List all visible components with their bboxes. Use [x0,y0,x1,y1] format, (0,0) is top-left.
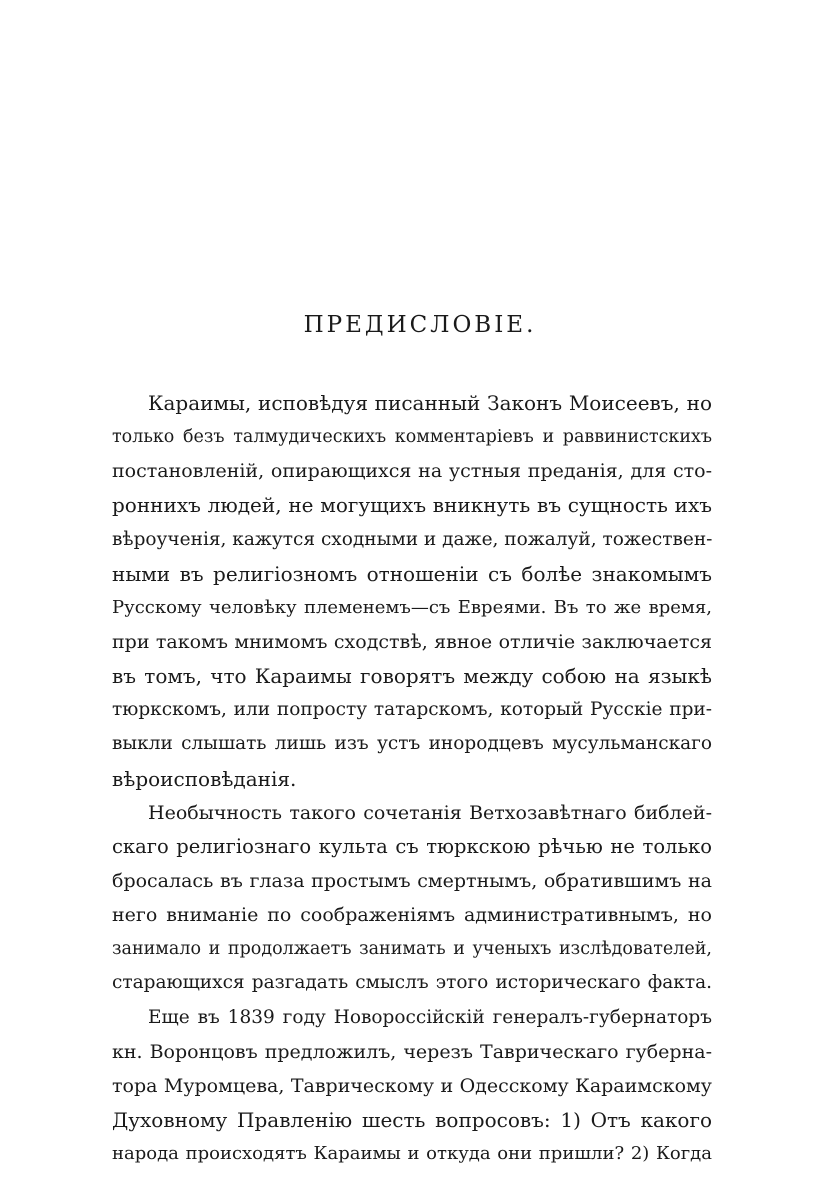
text-line: выкли слышать лишь изъ устъ инородцевъ мусульманскаго [112,733,712,755]
page-title: ПРЕДИСЛОВІЕ. [303,312,537,338]
text-line: вѣроученія, кажутся сходными и даже, пожалуй, тожествен- [112,528,712,550]
text-line: скаго религіознаго культа съ тюркскою рѣчью не только [112,834,712,858]
text-line: Духовному Правленію шесть вопросовъ: 1) Отъ какого [112,1107,712,1132]
text-line: роннихъ людей, не могущихъ вникнуть въ сущность ихъ [112,493,712,518]
text-line: при такомъ мнимомъ сходствѣ, явное отличіе заключается [112,630,712,653]
text-line: Необычность такого сочетанія Ветхозавѣтнаго библей- [148,801,712,824]
body-text [112,386,712,1171]
text-line: въ томъ, что Караимы говорятъ между собою на языкѣ [112,664,712,689]
text-line: занимало и продолжаетъ занимать и ученыхъ изслѣдователей, [112,939,712,960]
text-line: Еще въ 1839 году Новороссійскій генералъ-губернаторъ [148,1006,712,1028]
text-line: тюркскомъ, или попросту татарскомъ, который Русскіе при- [112,699,712,721]
text-line: него вниманіе по соображеніямъ административнымъ, но [112,904,712,927]
text-line: бросалась въ глаза простымъ смертнымъ, обратившимъ на [112,869,712,892]
text-line: Караимы, исповѣдуя писанный Законъ Моисеевъ, но [148,391,712,415]
text-line: только безъ талмудическихъ комментаріевъ и раввинистскихъ [112,427,712,448]
text-line: вѣроисповѣданія. [112,766,297,791]
text-line: народа происходятъ Караимы и откуда они пришли? 2) Когда [112,1143,712,1165]
text-line: старающихся разгадать смыслъ этого историческаго факта. [112,972,712,994]
text-line: тора Муромцева, Таврическому и Одесскому Караимскому [112,1074,712,1097]
text-line: ными въ религіозномъ отношеніи съ болѣе знакомымъ [112,561,712,586]
text-line: кн. Воронцовъ предложилъ, черезъ Таврическаго губерна- [112,1040,712,1063]
text-line: постановленій, опирающихся на устныя преданія, для сто- [112,460,712,483]
text-line: Русскому человѣку племенемъ—съ Евреями. Въ то же время, [112,596,712,618]
